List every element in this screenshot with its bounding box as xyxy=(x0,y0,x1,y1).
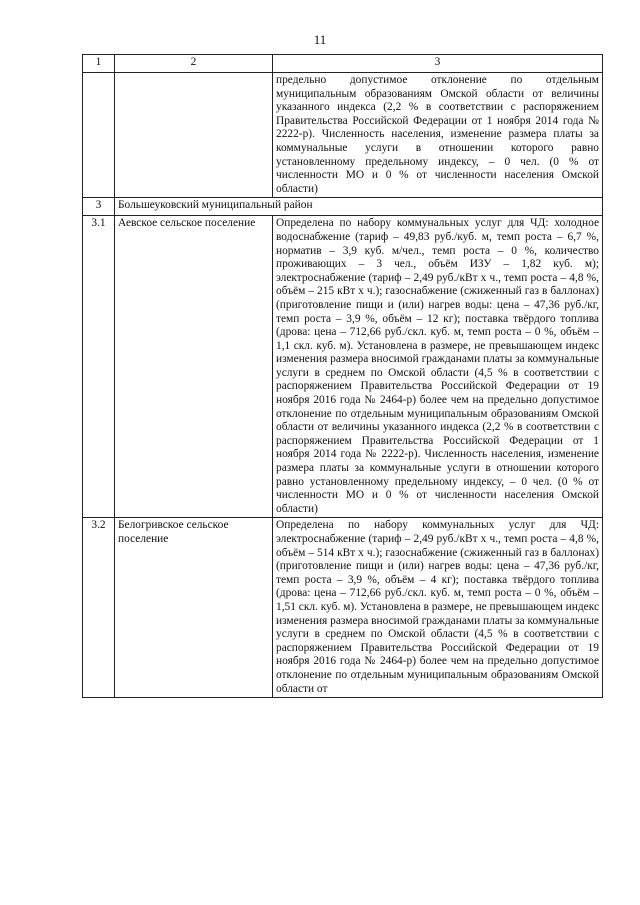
municipal-table xyxy=(82,54,603,698)
district-number: 3 xyxy=(83,198,115,216)
settlement-name: Белогривское сельское поселение xyxy=(115,518,273,698)
district-name: Большеуковский муниципальный район xyxy=(115,198,603,216)
page-number: 11 xyxy=(313,32,327,47)
row-number: 3.1 xyxy=(83,216,115,518)
row-number: 3.2 xyxy=(83,518,115,698)
column-header-2: 2 xyxy=(115,55,273,73)
settlement-name: Аевское сельское поселение xyxy=(115,216,273,518)
table-row-continuation xyxy=(83,73,603,198)
column-header-1: 1 xyxy=(83,55,115,73)
column-header-3: 3 xyxy=(273,55,603,73)
row-number-cell xyxy=(83,73,115,198)
table-row xyxy=(83,216,603,518)
table-row-district xyxy=(83,198,603,216)
row-name-cell xyxy=(115,73,273,198)
continuation-text: предельно допустимое отклонение по отдельным муниципальным образованиям Омской области от величины указанного индекса (2,2 % в соответствии с распоряжением Правительства Российской Федерации от 1 ноября 2014 года № 2222-р). Численность населения, изменение размера платы за коммунальные услуги в отношении которого равно установленному предельному индексу, – 0 чел. (0 % от численности МО и 0 % от численности населения Омской области) xyxy=(273,73,603,198)
table-header-row xyxy=(83,55,603,73)
settlement-description: Определена по набору коммунальных услуг для ЧД: электроснабжение (тариф – 2,49 руб./кВт х ч., темп роста – 4,8 %, объём – 514 кВт х ч.); газоснабжение (сжиженный газ в баллонах) (приготовление пищи и (или) нагрев воды: цена – 47,36 руб./кг, темп роста – 3,9 %, объём – 4 кг); поставка твёрдого топлива (дрова: цена – 712,66 руб./скл. куб. м, темп роста – 0 %, объём – 1,51 скл. куб. м). Установлена в размере, не превышающем индекс изменения размера вносимой гражданами платы за коммунальные услуги в среднем по Омской области (4,5 % в соответствии с распоряжением Правительства Российской Федерации от 19 ноября 2016 года № 2464-р) более чем на предельно допустимое отклонение по отдельным муниципальным образованиям Омской области от xyxy=(273,518,603,698)
settlement-description: Определена по набору коммунальных услуг для ЧД: холодное водоснабжение (тариф – 49,83 руб./куб. м, темп роста – 6,7 %, норматив – 3,9 куб. м/чел., темп роста – 0 %, количество проживающих – 3 чел., объём ИЗУ – 1,82 куб. м); электроснабжение (тариф – 2,49 руб./кВт х ч., темп роста – 4,8 %, объём – 215 кВт х ч.); газоснабжение (сжиженный газ в баллонах) (приготовление пищи и (или) нагрев воды: цена – 47,36 руб./кг, темп роста – 3,9 %, объём – 12 кг); поставка твёрдого топлива (дрова: цена – 712,66 руб./скл. куб. м, темп роста – 0 %, объём – 1,1 скл. куб. м). Установлена в размере, не превышающем индекс изменения размера вносимой гражданами платы за коммунальные услуги в среднем по Омской области (4,5 % в соответствии с распоряжением Правительства Российской Федерации от 19 ноября 2016 года № 2464-р) более чем на предельно допустимое отклонение по отдельным муниципальным образованиям Омской области от величины указанного индекса (2,2 % в соответствии с распоряжением Правительства Российской Федерации от 1 ноября 2014 года № 2222-р). Численность населения, изменение размера платы за коммунальные услуги в отношении которого равно установленному предельному индексу, – 0 чел. (0 % от численности МО и 0 % от численности населения Омской области) xyxy=(273,216,603,518)
table-row xyxy=(83,518,603,698)
